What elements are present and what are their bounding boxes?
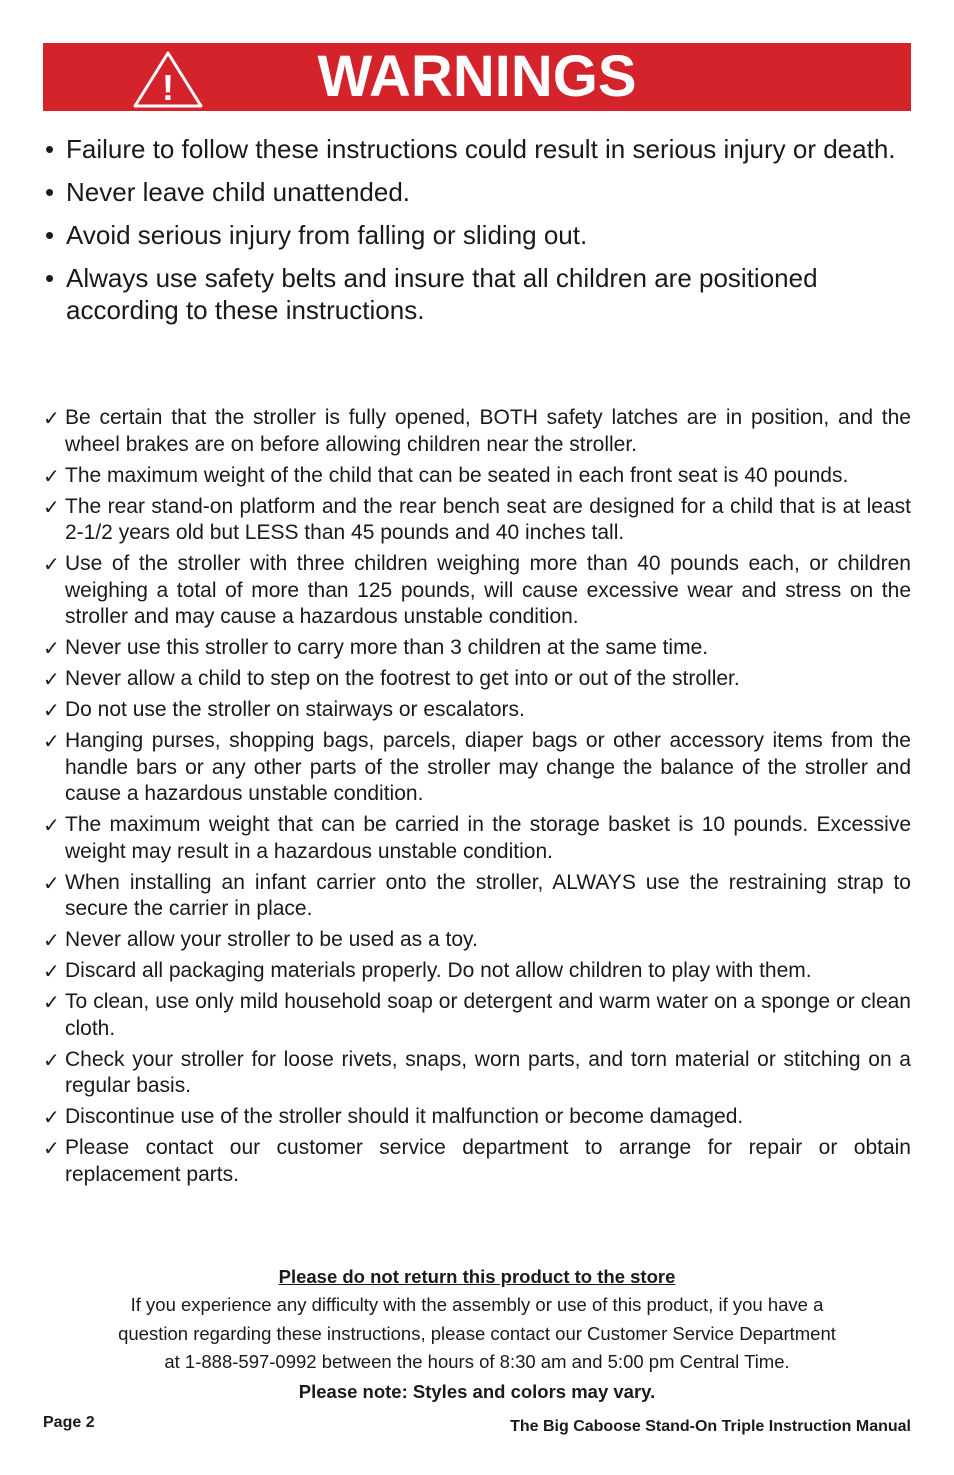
checklist-item-text: Do not use the stroller on stairways or escalators.: [65, 698, 525, 721]
manual-title: The Big Caboose Stand-On Triple Instruction Manual: [510, 1418, 911, 1435]
warning-bullet: [45, 176, 911, 208]
checklist-item: [43, 1135, 911, 1188]
checklist-item-text: Never use this stroller to carry more than 3 children at the same time.: [65, 636, 709, 659]
checklist-item: [43, 870, 911, 923]
checklist-item: [43, 1104, 911, 1131]
checkmark-icon: ✓: [43, 870, 60, 895]
checklist-item-text: Discard all packaging materials properly. Do not allow children to play with them.: [65, 959, 812, 982]
checkmark-icon: ✓: [43, 667, 60, 691]
checklist-item-text: Never allow your stroller to be used as a toy.: [65, 928, 478, 951]
page-number: Page 2: [43, 1414, 95, 1431]
checklist-item: [43, 666, 911, 693]
contact-line: question regarding these instructions, please contact our Customer Service Department: [118, 1322, 836, 1344]
warning-bullet-list: [45, 133, 911, 337]
checkmark-icon: ✓: [43, 959, 60, 983]
checkmark-icon: ✓: [43, 636, 60, 660]
checklist-item-text: Discontinue use of the stroller should it malfunction or become damaged.: [65, 1105, 744, 1128]
checkmark-icon: ✓: [43, 1047, 60, 1072]
checklist-item: [43, 405, 911, 458]
checklist-item-text: Check your stroller for loose rivets, snaps, worn parts, and torn material or stitching on a regular basis.: [65, 1047, 911, 1097]
checklist-item: [43, 728, 911, 808]
warning-bullet-text: Always use safety belts and insure that all children are positioned according to these instructions.: [66, 263, 818, 325]
checklist-item-text: The rear stand-on platform and the rear bench seat are designed for a child that is at least 2-1/2 years old but LESS than 45 pounds and 40 inches tall.: [65, 494, 911, 544]
bullet-glyph: •: [45, 134, 55, 164]
checklist-item: [43, 989, 911, 1042]
checkmark-icon: ✓: [43, 813, 60, 837]
warning-bullet: [45, 219, 911, 251]
checkmark-icon: ✓: [43, 463, 60, 488]
checklist-item: [43, 812, 911, 865]
checkmark-icon: ✓: [43, 494, 60, 519]
checklist-item-text: To clean, use only mild household soap or detergent and warm water on a sponge or clean cloth.: [65, 990, 911, 1040]
checkmark-icon: ✓: [43, 406, 60, 430]
checkmark-icon: ✓: [43, 1105, 60, 1129]
customer-service-notice: [43, 1263, 911, 1407]
styles-note: Please note: Styles and colors may vary.: [298, 1380, 656, 1402]
warnings-banner: [43, 43, 911, 111]
checkmark-icon: ✓: [43, 990, 60, 1014]
warning-bullet-text: Failure to follow these instructions could result in serious injury or death.: [66, 134, 896, 164]
checklist-item: [43, 463, 911, 490]
checklist-item: [43, 551, 911, 631]
checklist-item: [43, 958, 911, 985]
safety-checklist: [43, 405, 911, 1193]
warning-bullet-text: Never leave child unattended.: [66, 177, 411, 207]
checklist-item-text: Hanging purses, shopping bags, parcels, diaper bags or other accessory items from the handle bars or any other parts of the stroller may change the balance of the stroller and cause a hazardous unstable condition.: [65, 729, 911, 805]
bullet-glyph: •: [45, 220, 55, 250]
checkmark-icon: ✓: [43, 729, 60, 753]
checklist-item-text: The maximum weight of the child that can be seated in each front seat is 40 pounds.: [65, 463, 849, 487]
checklist-item: [43, 1047, 911, 1100]
checklist-item-text: Be certain that the stroller is fully opened, BOTH safety latches are in position, and the wheel brakes are on before allowing children near the stroller.: [65, 406, 911, 456]
contact-line: at 1-888-597-0992 between the hours of 8:30 am and 5:00 pm Central Time.: [164, 1351, 790, 1372]
checkmark-icon: ✓: [43, 698, 60, 722]
checkmark-icon: ✓: [43, 928, 60, 952]
warning-bullet-text: Avoid serious injury from falling or sliding out.: [66, 220, 588, 250]
checklist-item-text: Use of the stroller with three children weighing more than 40 pounds each, or children weighing a total of more than 125 pounds, will cause excessive wear and stress on the stroller and may cause a hazardous unstable condition.: [65, 552, 911, 628]
checklist-item-text: The maximum weight that can be carried in the storage basket is 10 pounds. Excessive weight may result in a hazardous unstable condition.: [65, 813, 911, 863]
checklist-item: [43, 494, 911, 547]
warning-bullet: [45, 133, 911, 165]
return-notice-heading: Please do not return this product to the store: [278, 1266, 676, 1287]
checkmark-icon: ✓: [43, 552, 60, 576]
bullet-glyph: •: [45, 263, 55, 293]
warning-bullet: [45, 262, 911, 326]
checklist-item-text: When installing an infant carrier onto the stroller, ALWAYS use the restraining strap to secure the carrier in place.: [65, 870, 911, 920]
checklist-item: [43, 697, 911, 724]
checklist-item-text: Please contact our customer service department to arrange for repair or obtain replacement parts.: [65, 1136, 911, 1186]
contact-line: If you experience any difficulty with the assembly or use of this product, if you have a: [130, 1294, 824, 1315]
checklist-item: [43, 927, 911, 954]
banner-title: WARNINGS: [317, 44, 637, 109]
checklist-item: [43, 635, 911, 662]
svg-text:!: !: [162, 67, 174, 108]
checklist-item-text: Never allow a child to step on the footrest to get into or out of the stroller.: [65, 667, 740, 690]
bullet-glyph: •: [45, 177, 55, 207]
checkmark-icon: ✓: [43, 1136, 60, 1160]
